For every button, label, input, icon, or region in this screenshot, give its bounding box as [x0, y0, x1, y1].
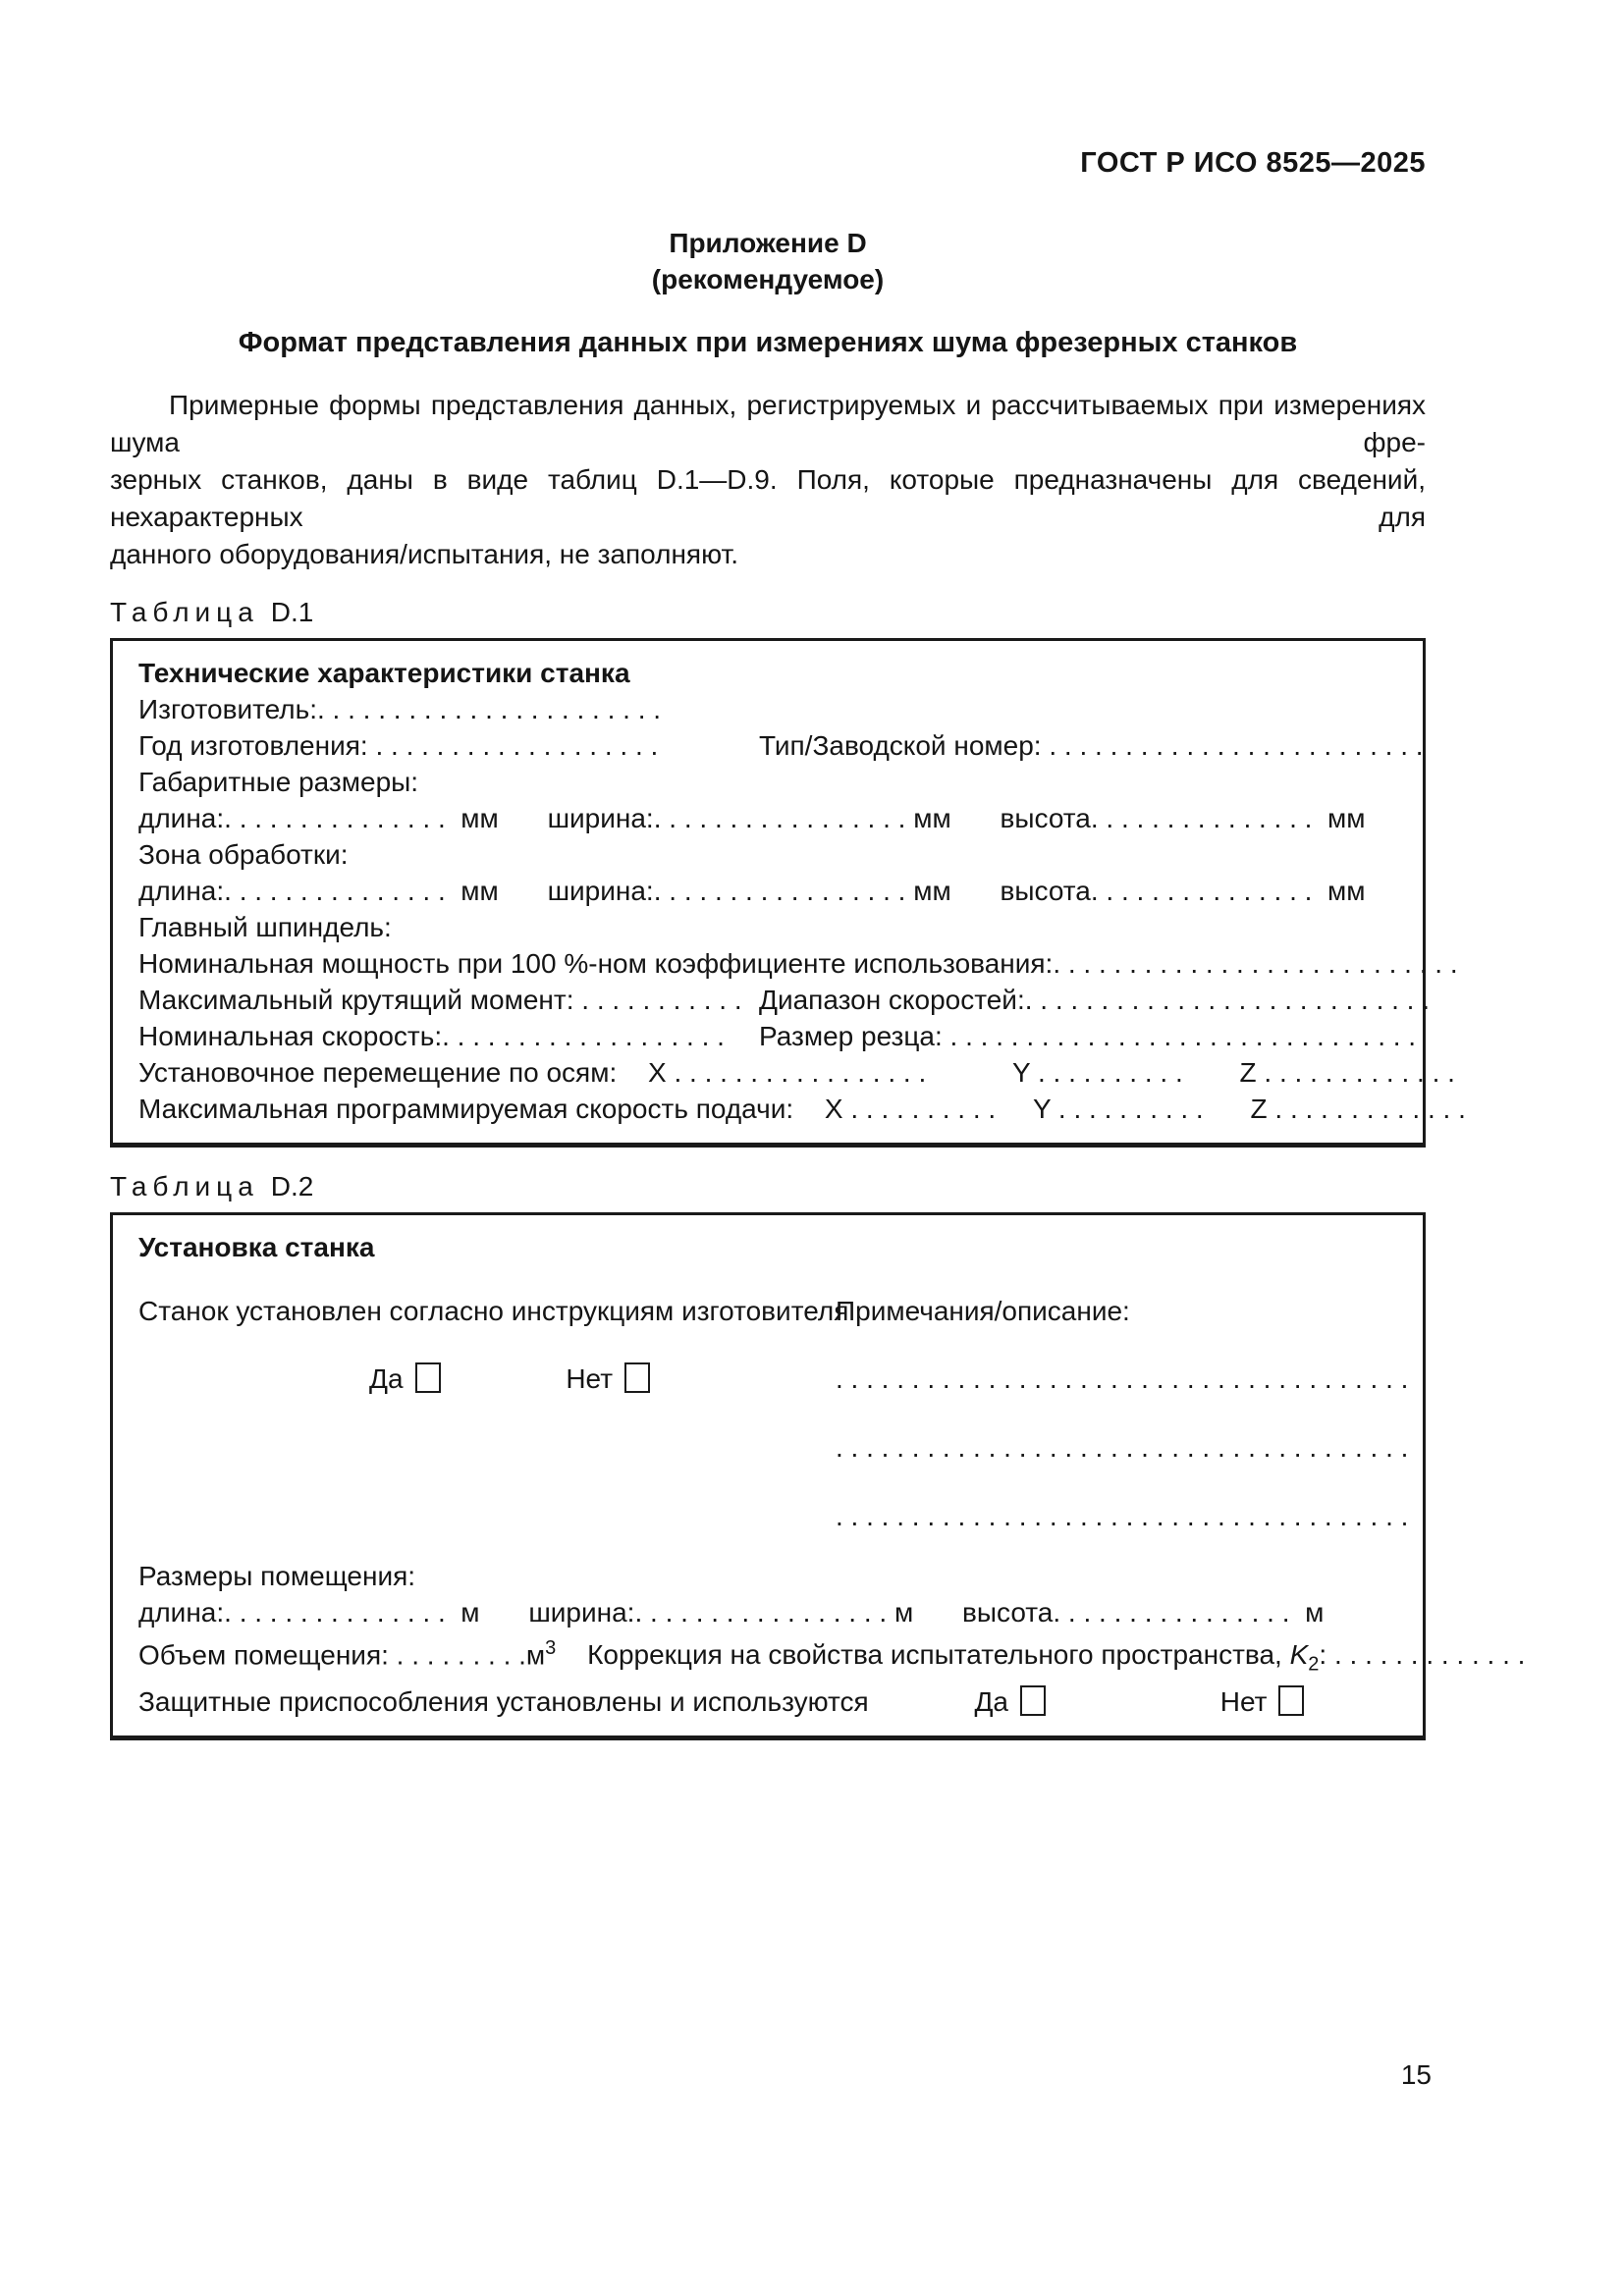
installed-answer-options	[138, 1361, 836, 1397]
row-axis-travel	[138, 1054, 1455, 1091]
field-feed-z: Z . . . . . . . . . . . . .	[1250, 1094, 1466, 1124]
no-label: Нет	[1219, 1685, 1268, 1717]
label-feed-speed: Максимальная программируемая скорость подачи:	[138, 1094, 794, 1124]
table-d1-label: Таблица D.1	[110, 597, 314, 627]
field-feed-y: Y . . . . . . . . . .	[1032, 1094, 1204, 1124]
label-installed: Станок установлен согласно инструкциям изготовителя	[138, 1296, 849, 1326]
row-notes-line	[138, 1498, 1409, 1534]
k2-subscript: 2	[1308, 1653, 1320, 1676]
volume-unit: м	[525, 1639, 546, 1671]
row-zone-dims-values	[138, 873, 1399, 909]
no-checkbox-icon	[624, 1362, 650, 1393]
label-guards: Защитные приспособления установлены и используются	[138, 1685, 869, 1717]
field-manufacturer: Изготовитель:. . . . . . . . . . . . . . . . . . . . . . .	[138, 694, 662, 724]
field-type-serial: Тип/Заводской номер: . . . . . . . . . . . . . . . . . . . . . . . . .	[759, 730, 1424, 761]
doc-code: ГОСТ Р ИСО 8525—2025	[1080, 147, 1426, 179]
page-number: 15	[1400, 2059, 1432, 2090]
label-room-dims: Размеры помещения:	[138, 1561, 416, 1591]
row-room-dims-values	[138, 1594, 1399, 1630]
label-notes: Примечания/описание:	[836, 1296, 1130, 1326]
notes-dotted-line: . . . . . . . . . . . . . . . . . . . . . . . . . . . . . . . . . . . . . .	[836, 1501, 1409, 1531]
row-guards	[138, 1683, 1399, 1720]
field-max-torque: Максимальный крутящий момент: . . . . . . . . . . .	[138, 985, 742, 1015]
field-height-mm: высота. . . . . . . . . . . . . . . мм	[1000, 803, 1366, 833]
label-axis-travel: Установочное перемещение по осям:	[138, 1057, 618, 1088]
label-main-spindle: Главный шпиндель:	[138, 912, 392, 942]
no-label: Нет	[566, 1363, 614, 1394]
yes-label: Да	[974, 1685, 1008, 1717]
field-axis-y: Y . . . . . . . . . .	[1012, 1057, 1183, 1088]
table-d1-title: Технические характеристики станка	[138, 658, 630, 688]
field-nominal-speed: Номинальная скорость:. . . . . . . . . . . . . . . . . . .	[138, 1021, 725, 1051]
field-width-mm: ширина:. . . . . . . . . . . . . . . . . мм	[547, 876, 951, 906]
field-year: Год изготовления: . . . . . . . . . . . . . . . . . . .	[138, 730, 659, 761]
appendix-heading	[110, 225, 1426, 297]
notes-dotted-line: . . . . . . . . . . . . . . . . . . . . . . . . . . . . . . . . . . . . . .	[836, 1363, 1409, 1394]
volume-exponent: 3	[545, 1637, 557, 1659]
label-work-zone: Зона обработки:	[138, 839, 349, 870]
intro-line: Примерные формы представления данных, регистрируемых и рассчитываемых при измерениях шума фре-	[110, 390, 1426, 457]
intro-line: данного оборудования/испытания, не заполняют.	[110, 539, 738, 569]
row-feed-speed	[138, 1091, 1466, 1127]
notes-dotted-line: . . . . . . . . . . . . . . . . . . . . . . . . . . . . . . . . . . . . . .	[836, 1432, 1409, 1463]
table-d1	[110, 638, 1466, 1148]
row-speed-cutter	[138, 1018, 1417, 1054]
row-year-type	[138, 727, 1424, 764]
yes-checkbox-icon	[1020, 1685, 1046, 1716]
field-height-m: высота. . . . . . . . . . . . . . . . м	[962, 1597, 1325, 1628]
row-volume-correction	[138, 1630, 1526, 1683]
field-room-volume: Объем помещения: . . . . . . . . .	[138, 1639, 526, 1671]
field-height-mm: высота. . . . . . . . . . . . . . . мм	[1000, 876, 1366, 906]
intro-paragraph	[110, 387, 1426, 573]
no-checkbox-icon	[1278, 1685, 1304, 1716]
label-overall-dims: Габаритные размеры:	[138, 767, 419, 797]
table-d2-label: Таблица D.2	[110, 1171, 314, 1201]
field-length-mm: длина:. . . . . . . . . . . . . . . мм	[138, 803, 499, 833]
table-d2	[110, 1212, 1526, 1740]
field-axis-z: Z . . . . . . . . . . . . .	[1239, 1057, 1455, 1088]
field-feed-x: X . . . . . . . . . .	[824, 1094, 997, 1124]
yes-label: Да	[369, 1363, 404, 1394]
field-k2-correction: Коррекция на свойства испытательного пространства, $K_2$: . . . . . . . . . . . . .	[587, 1639, 1526, 1676]
row-overall-dims-values	[138, 800, 1399, 836]
appendix-kind: (рекомендуемое)	[651, 264, 885, 294]
field-length-m: длина:. . . . . . . . . . . . . . . м	[138, 1597, 480, 1628]
field-length-mm: длина:. . . . . . . . . . . . . . . мм	[138, 876, 499, 906]
row-installed-answer	[138, 1361, 1409, 1397]
field-speed-range: Диапазон скоростей:. . . . . . . . . . . . . . . . . . . . . . . . . . .	[759, 985, 1431, 1015]
page-content	[110, 0, 1526, 1740]
field-nominal-power: Номинальная мощность при 100 %-ном коэффициенте использования:. . . . . . . . . . . . . . . . . . . . . . . . . . .	[138, 948, 1458, 979]
appendix-name: Приложение D	[669, 228, 867, 258]
page-title: Формат представления данных при измерениях шума фрезерных станков	[238, 327, 1298, 358]
yes-checkbox-icon	[415, 1362, 441, 1393]
table-d2-title: Установка станка	[138, 1232, 375, 1262]
field-width-m: ширина:. . . . . . . . . . . . . . . . . м	[528, 1597, 914, 1628]
row-installed	[138, 1293, 1399, 1329]
intro-line: зерных станков, даны в виде таблиц D.1—D.9. Поля, которые предназначены для сведений, нехарактерных для	[110, 464, 1426, 532]
row-notes-line	[138, 1429, 1409, 1466]
k2-symbol: K	[1289, 1639, 1309, 1671]
row-torque-speedrange	[138, 982, 1431, 1018]
field-width-mm: ширина:. . . . . . . . . . . . . . . . . мм	[547, 803, 951, 833]
field-cutter-size: Размер резца: . . . . . . . . . . . . . . . . . . . . . . . . . . . . . . .	[759, 1021, 1417, 1051]
field-axis-x: X . . . . . . . . . . . . . . . . .	[648, 1057, 927, 1088]
